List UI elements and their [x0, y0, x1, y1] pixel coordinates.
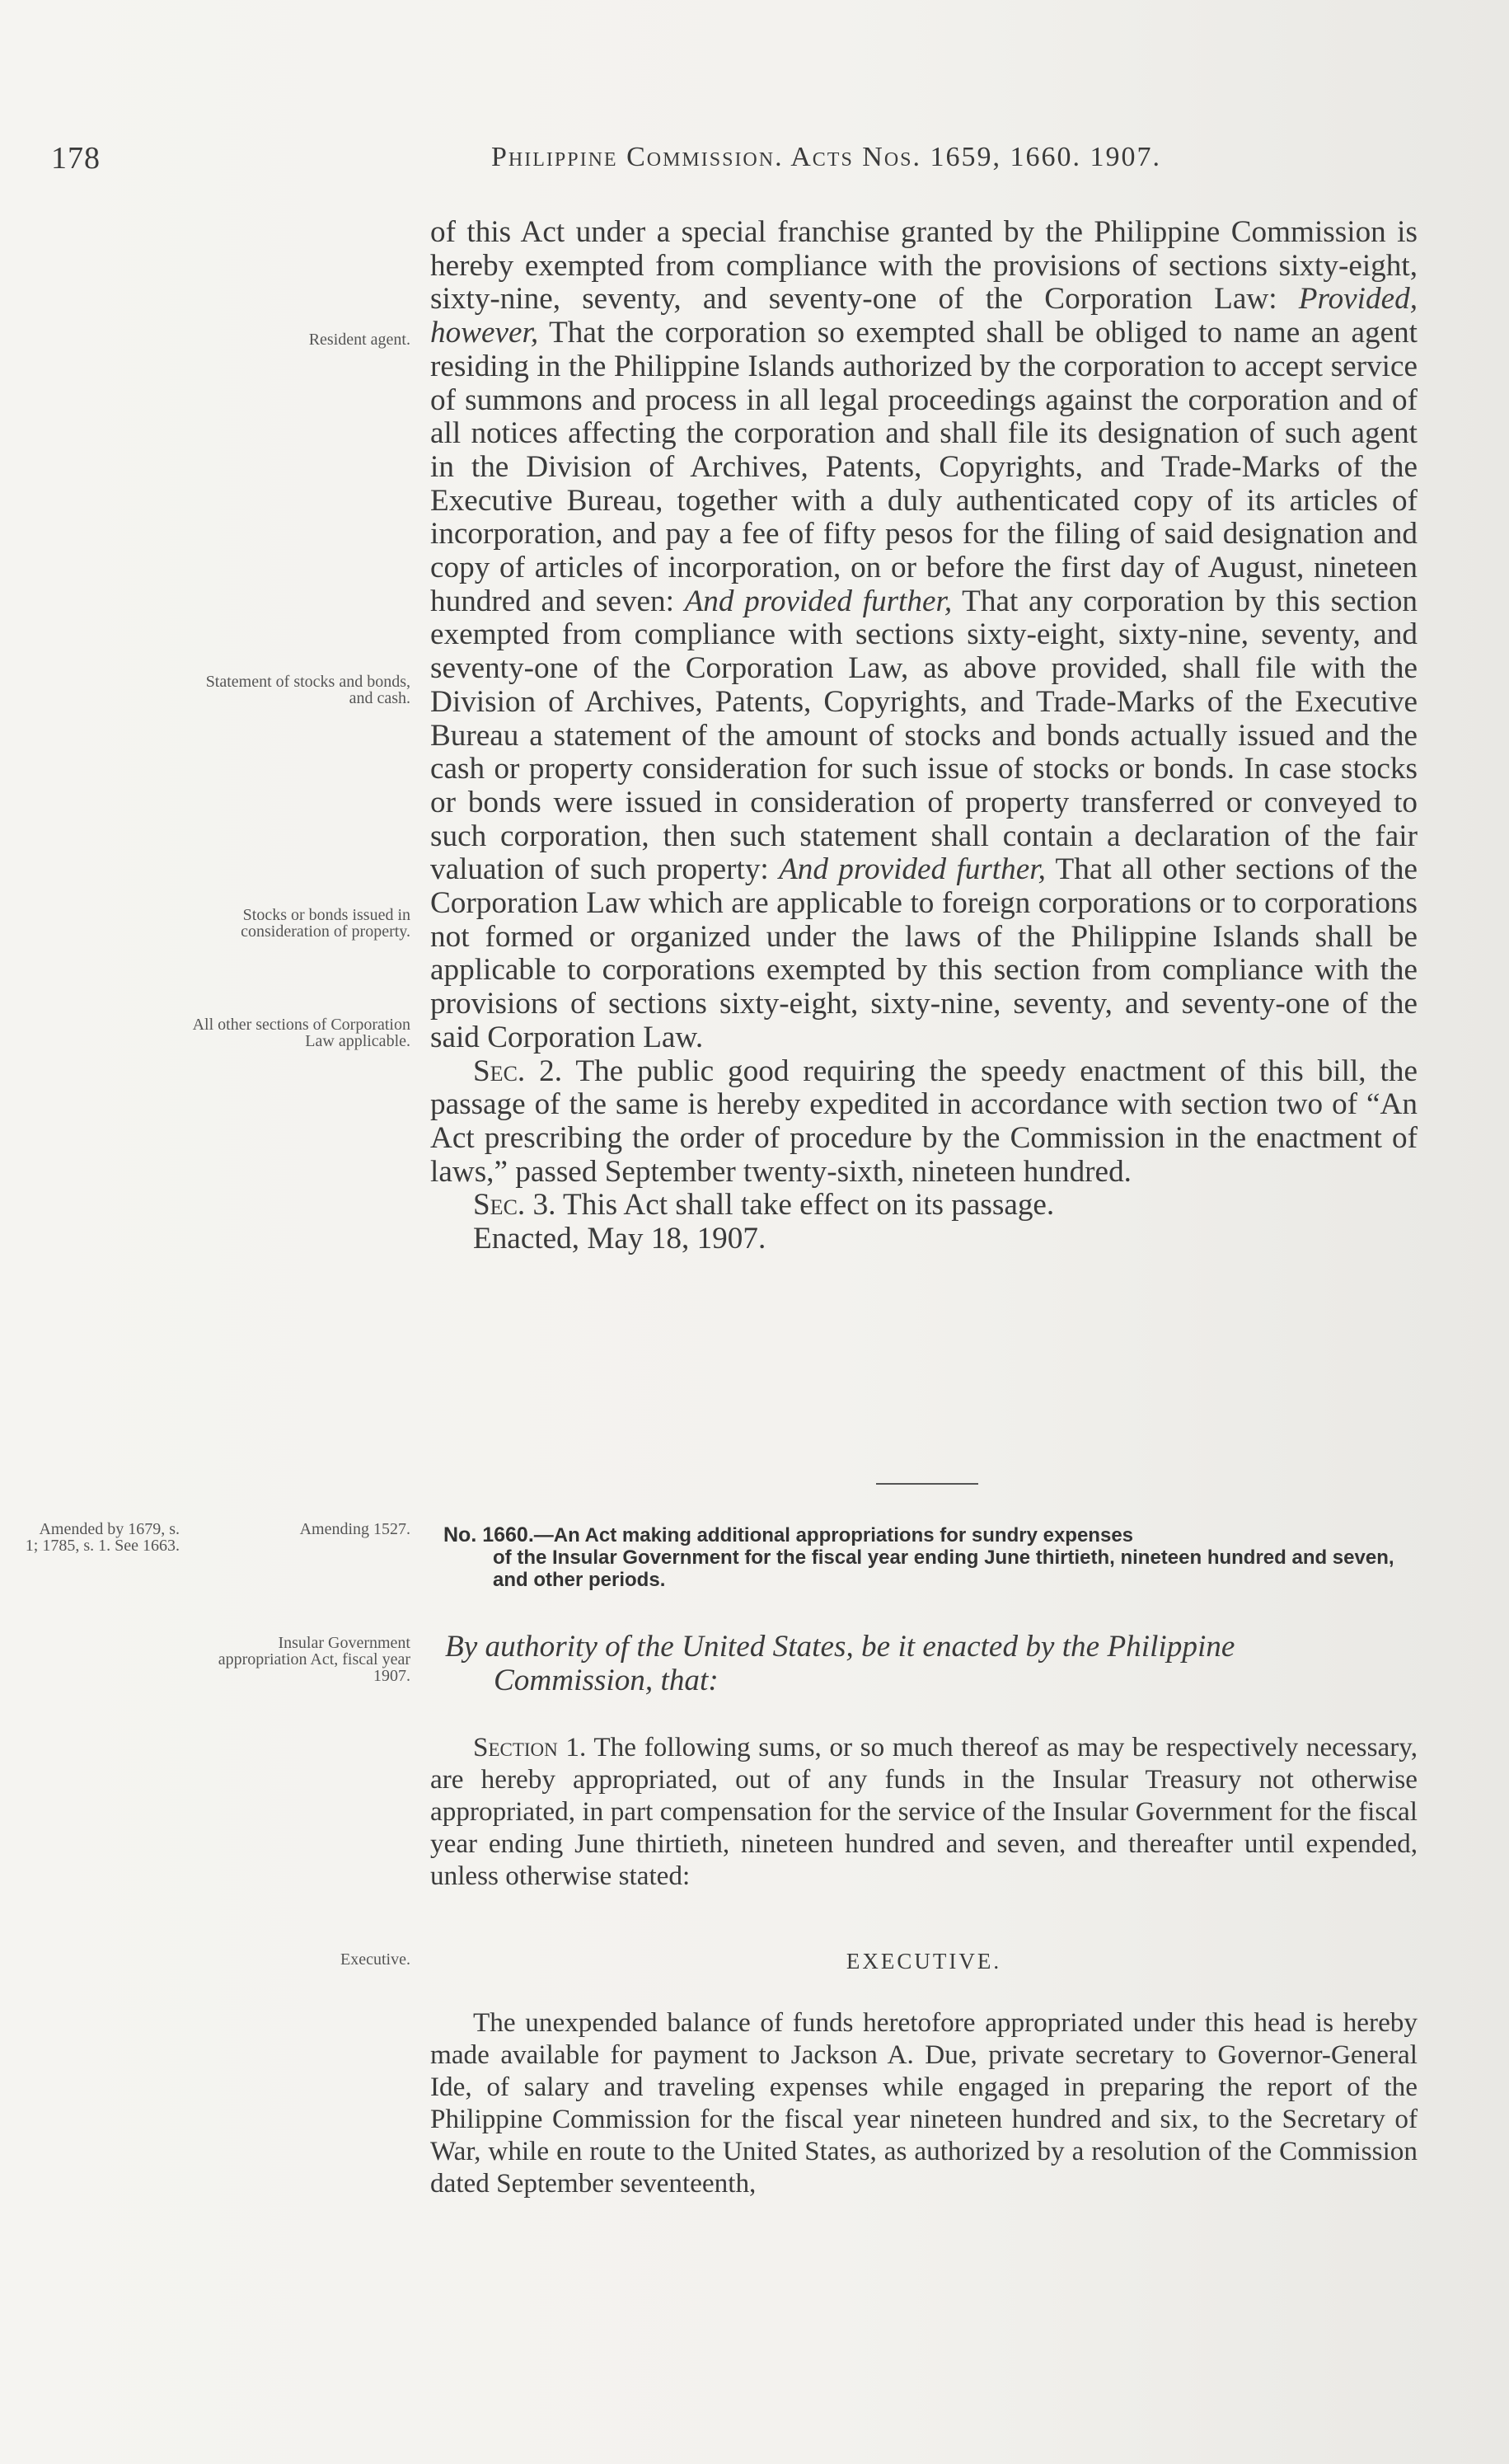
statement-of-stocks-text: That any corporation by this section exempted from compliance with sections sixty-eight, sixty-nine, seventy, and seventy-one of the Corporation Law, as above provided, shall file with the Division of Archives, Patents, Copyrights, and Trade-Marks of the Executive Bureau a statement of the amount of stocks and bonds actually issued and the cash or property consideration for such issue of stocks or bonds. In case stocks or bonds were issued in consideration of property transferred or conveyed to such corporation, then such statement shall contain a declaration of the fair valuation of such property: [430, 584, 1418, 887]
enacting-clause-line-1: By authority of the United States, be it enacted by the Philippine [445, 1630, 1235, 1664]
enacting-clause-line-2: Commission, that: [494, 1663, 719, 1697]
proviso-2: And provided further, [684, 584, 953, 618]
act-heading-first-line [443, 1524, 1416, 1546]
margin-note-amending: Amending 1527. [299, 1520, 410, 1538]
act-1660-section-1 [430, 1731, 1418, 1892]
section-3-text: This Act shall take effect on its passage. [563, 1188, 1055, 1223]
section-1-text: The following sums, or so much thereof as may be respectively necessary, are hereby appropriated, out of any funds in the Insular Treasury not otherwise appropriated, in part compensation for the service of the Insular Government for the fiscal year ending June thirtieth, nineteen hundred and seven, and thereafter until expended, unless otherwise stated: [430, 1732, 1418, 1892]
margin-note-statement-of-stocks: Statement of stocks and bonds, and cash. [205, 673, 410, 707]
margin-note-all-other-sections: All other sections of Corporation Law applicable. [192, 1016, 410, 1050]
exemption-text: of this Act under a special franchise granted by the Philippine Commission is hereby exempted from compliance with the provisions of sections sixty-eight, sixty-nine, seventy, and seventy-one of the Corporation Law: [430, 215, 1418, 317]
resident-agent-text: That the corporation so exempted shall be obliged to name an agent residing in the Philippine Islands authorized by the corporation to accept service of summons and process in all legal proceedings against the corporation and of all notices affecting the corporation and shall file its designation of such agent in the Division of Archives, Patents, Copyrights, and Trade-Marks of the Executive Bureau, together with a duly authenticated copy of its articles of incorporation, and pay a fee of fifty pesos for the filing of said designation and copy of articles of incorporation, on or before the first day of August, nineteen hundred and seven: [430, 316, 1418, 618]
margin-note-executive: Executive. [340, 1950, 410, 1969]
section-2-text: The public good requiring the speedy enactment of this bill, the passage of the same is hereby expedited in accordance with section two of “An Act prescribing the order of procedure by the Commission in the enactment of laws,” passed September twenty-sixth, nineteen hundred. [430, 1054, 1418, 1189]
margin-note-resident-agent: Resident agent. [308, 331, 410, 349]
section-1-label: Section 1. [473, 1732, 587, 1762]
act-1660-heading [443, 1524, 1416, 1591]
section-3-label: Sec. 3. [473, 1188, 556, 1223]
executive-heading: EXECUTIVE. [846, 1949, 1002, 1974]
running-head [0, 140, 1509, 190]
proviso-3: And provided further, [779, 852, 1046, 887]
section-divider [876, 1483, 978, 1485]
executive-section [430, 2006, 1418, 2200]
other-sections-text: That all other sections of the Corporation Law which are applicable to foreign corporations or to corporations not formed or organized under the laws of the Philippine Islands shall be applicable to corporations exempted by this section from compliance with the provisions of sections sixty-eight, sixty-nine, seventy, and seventy-one of the said Corporation Law. [430, 852, 1418, 1054]
margin-note-insular-government: Insular Government appropriation Act, fiscal year 1907. [218, 1634, 410, 1685]
section-2 [430, 1055, 1418, 1190]
running-title: Philippine Commission. Acts Nos. 1659, 1660. 1907. [491, 142, 1162, 172]
enacted-date: Enacted, May 18, 1907. [473, 1222, 766, 1256]
paragraph-exemption [430, 216, 1418, 1055]
section-1-paragraph [430, 1731, 1418, 1892]
enacting-clause [445, 1631, 1418, 1697]
proviso-1: Provided, however, [430, 282, 1418, 350]
section-2-label: Sec. 2. [473, 1054, 563, 1088]
margin-note-stocks-or-bonds: Stocks or bonds issued in consideration of property. [241, 906, 410, 941]
act-title-rest: of the Insular Government for the fiscal year ending June thirtieth, nineteen hundred and seven, and other periods. [493, 1546, 1394, 1591]
section-3 [430, 1189, 1418, 1223]
executive-paragraph: The unexpended balance of funds heretofore appropriated under this head is hereby made available for payment to Jackson A. Due, private secretary to Governor-General Ide, of salary and traveling expenses while engaged in preparing the report of the Philippine Commission for the fiscal year nineteen hundred and six, to the Secretary of War, while en route to the United States, as authorized by a resolution of the Commission dated September seventeenth, [430, 2007, 1418, 2199]
act-1659-body [430, 216, 1418, 1256]
page-number: 178 [51, 141, 101, 176]
act-number: No. 1660. [443, 1523, 534, 1546]
act-title-first: —An Act making additional appropriations for sundry expenses [533, 1524, 1134, 1546]
margin-note-amended: Amended by 1679, s. 1; 1785, s. 1. See 1663. [25, 1520, 180, 1555]
